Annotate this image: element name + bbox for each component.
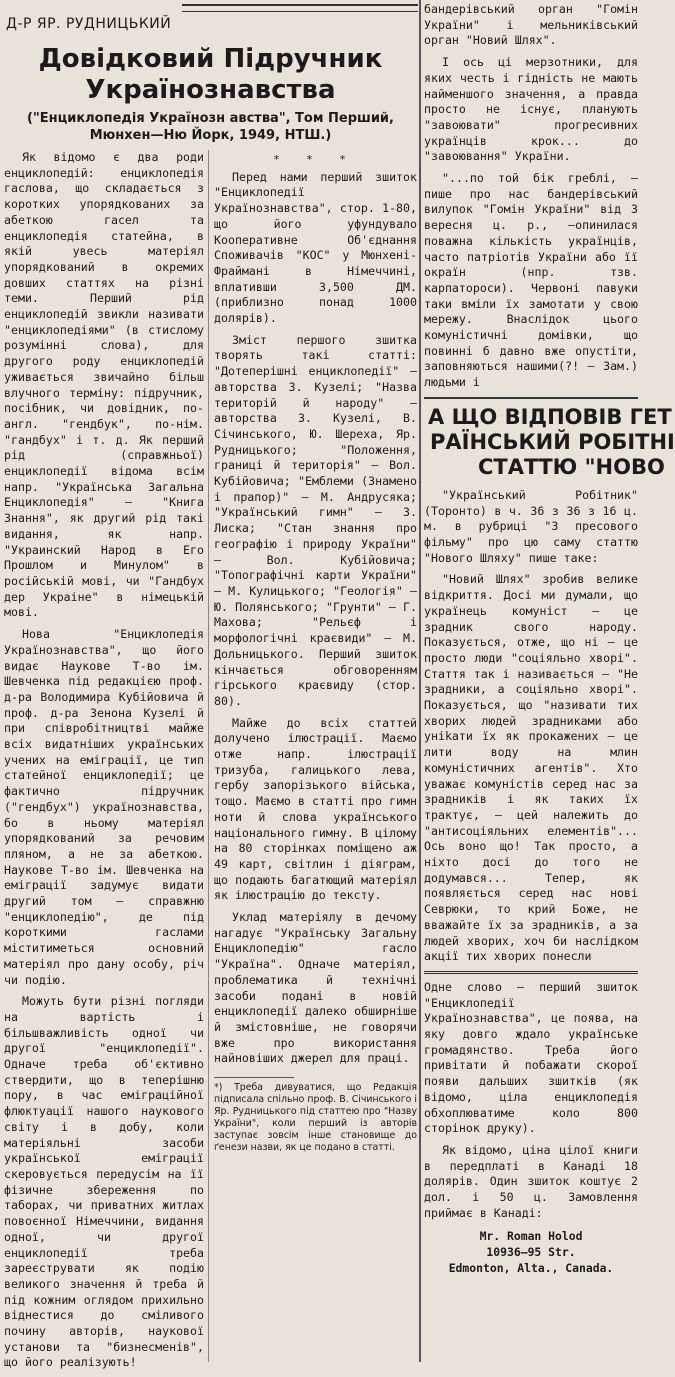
paragraph: Як відомо, ціна цілої книги в передплаті в Канаді 18 долярів. Один зшиток коштує 2 дол. і 50 ц. Замовлення приймає в Канаді: [424,1143,638,1220]
paragraph: "Новий Шлях" зробив велике відкриття. Досі ми думали, що українець комуніст — це зрадник свого народу. Показується, отже, що ні — це просто люди "соціяльно хворі". Стаття так і називається — "Не зрадники, а соціяльно хворі". Показується, що "називати тих хворих людей зрадниками або унikати їх як прокажених — це лити воду на млин комуністичних агентів". Хто уважає комуністів серед нас за зрадників і як таких їх трактує, — цей належить до "антисоціяльних елементів"... Ось воно що! Так просто, а ніхто досі до того не додумався... Тепер, як появляється серед нас нові Севрюки, то крий Боже, не вважайте їх за зрадників, а за людей хворих, хоч би наслідком акції тих хворих понесли [424,572,638,964]
address-line: Edmonton, Alta., Canada. [448,1260,614,1275]
article-column [4,0,417,1370]
text-column-b [214,150,417,1154]
title-line-2: Українознавства [85,75,336,105]
footnote-rule [214,1077,294,1078]
paragraph: І ось ці мерзотники, для яких честь і гідність не мають найменшого значення, а правда просто не існує, планують "завоювати" прогресивних українців крок... до "завоювання" України. [424,55,638,164]
paragraph: "...по той бік греблі, — пише про нас бандерівський вилупок "Гомін України" від 3 вересня ц. р., —опинилася поважна кількість українців, часто патріотів України або її окраїн (нпр. тзв. карпатороси). Червоні павуки таки вміли їх замотати у свою мережу. Внаслідок цього комуністичні домівки, що повинні б давно вже опустіти, заповняються нашими(?! — Зам.) людьми і [424,171,638,390]
article-subtitle: ("Енциклопедія Українозн авства", Том Перший, Мюнхен—Ню Йорк, 1949, НТШ.) [27,111,394,143]
section-rule [424,397,638,399]
paragraph: бандерівський орган "Гомін України" і мельниківський орган "Новий Шлях". [424,2,638,48]
headline-line-2: РАЇНСЬКИЙ РОБІТНІ [430,429,675,454]
headline-line-1: А ЩО ВІДПОВІВ ГЕТ [428,404,672,429]
column-divider [208,150,209,1362]
paragraph: Як відомо є два роди енциклопедій: енциклопедія гаслова, що складається з коротких упорядкованих за абеткою гасел та енциклопедія статейна, в якій увесь матеріял упорядкований в окремих довших статтях на різні теми. Перший рід енциклопедій звикли називати "енциклопедіями" (в стислому розумінні слова), для другого роду енциклопедій уживається звичайно більш влучного терміну: підручник, посібник, чи довідник, по-англ. "гендбук", по-нім. "гандбух" і т. д. Як перший рід (справжньої) енциклопедії відома всім напр. "Українська Загальна Енциклопедія" — "Книга Знання", як другий рід такі видання, як напр. "Украинский Народ в Его Прошлом и Минулом" в російській мові, чи "Гандбух дер Украіне" в німецькій мові. [4,150,204,620]
paragraph: Нова "Енциклопедія Українознавства", що його видає Наукове Т-во ім. Шевченка під редакцією проф. д-ра Володимира Кубійовича й проф. д-ра Зенона Кузелі й при співробітництві майже всіх видатніших українських учених на еміграції, це тип статейної енциклопедії; це фактично підручник ("гендбух") українознавства, бо в ньому матеріял упорядкований за речовим пляном, а не за абеткою. Наукове Т-во ім. Шевченка на еміграції задумує видати другий том — справжню "енциклопедію", де під короткими гаслами міститиметься основний матеріял про дану особу, річ чи подію. [4,627,204,987]
right-top-text [424,2,638,391]
section-stars: * * * [273,153,358,166]
continuation-rule [424,971,638,974]
address-line: Mr. Roman Holod [479,1228,583,1243]
top-rule [182,4,418,12]
article-byline: Д-Р ЯР. РУДНИЦЬКИЙ [6,16,172,32]
address-line: 10936—95 Str. [486,1244,576,1259]
paragraph: Можуть бути різні погляди на вартість і більшважливість одної чи другої "енциклопедії". Одначе треба об'єктивно ствердити, що в теперішню пору, в час еміграційної флюктуації нашого наукового світу і в добу, коли матеріяльні засоби української еміграції скеровується передусім на її фізичне збереження по таборах, чи приватних житлах повоєнної Німеччини, видання одної, чи другої енциклопедії треба зареєструвати як подію великого значення й треба й під кожним оглядом прихильно віднестися до сміливого почину авторів, наукової установи та "бизнесменів", що його реалізують! [4,994,204,1370]
text-column-a [4,150,204,1377]
right-body-text [424,488,638,965]
paragraph: Одне слово — перший зшиток "Енциклопедії Українознавства", це поява, на яку довго ждало українське громадянство. Треба його привітати й побажати скорої появи дальших зшитків (як відомо, ціла енциклопедія обхоплюватиме коло 800 сторінок друку). [424,979,638,1136]
paragraph: Перед нами перший зшиток "Енциклопедії Українознавства", стор. 1-80, що його уфундувало Кооперативне Об'єднання Споживачів "КОС" у Мюнхені-Фраймані в Німеччині, вплативши 3,500 ДМ. (приблизно понад 1000 долярів). [214,169,417,326]
footnote: *) Треба дивуватися, що Редакція підписала спільно проф. В. Січинського і Яр. Рудницького під статтею про "Назву України", коли перший із авторів заступає зовсім інше становище до ґенези назви, як це подано в статті. [214,1082,417,1154]
paragraph: Майже до всіх статтей долучено ілюстрації. Маємо отже напр. ілюстрації тризуба, галицького лева, гербу запорізького війська, тощо. Маємо в статті про гимн ноти й слова українського національного гимну. В цілому на 80 сторінках поміщено аж 49 карт, світлин і діяграм, що подають багатющий матеріял як ілюстрацію до тексту. [214,715,417,903]
article-continuation [424,980,638,1222]
right-column [424,0,675,1362]
order-address [424,1228,638,1276]
page-divider [419,0,421,1362]
headline-line-3: СТАТТЮ "НОВО [478,454,665,479]
title-line-1: Довідковий Підручник [38,44,383,74]
article-title [4,44,417,106]
paragraph: Уклад матеріялу в дечому нагадує "Українську Загальну Енциклопедію" гасло "Україна". Одначе матеріял, проблематика й технічні засоби подані в новій енциклопедії далеко обширніше й змістовніше, не говорячи вже про використання найновіших джерел для праці. [214,910,417,1066]
paragraph: "Український Робітник" (Торонто) в ч. 36 з 36 з 16 ц. м. в рубриці "З пресового фільму" про цю саму статтю "Нового Шляху" пише таке: [424,487,638,565]
paragraph: Зміст першого зшитка творять такі статті: "Дотеперішні енциклопедії" — авторства З. Кузелі; "Назва територій й народу" — авторства З. Кузелі, В. Січинського, Ю. Шереха, Яр. Рудницького; "Положення, границі й територія" — Вол. Кубійовича; "Емблеми (Знамено і прапор)" — М. Андрусяка; "Український гимн" — З. Лиска; "Стан знання про географію і природу України" — Вол. Кубійовича; "Топографічні карти України" — М. Кулицького; "Геологія" — Ю. Полянського; "Грунти" — Г. Махова; "Рельєф і морфологічні краєвиди" — М. Дольницького. Перший зшиток кінчається обговоренням гірського краєвиду (стор. 80). [214,332,417,708]
